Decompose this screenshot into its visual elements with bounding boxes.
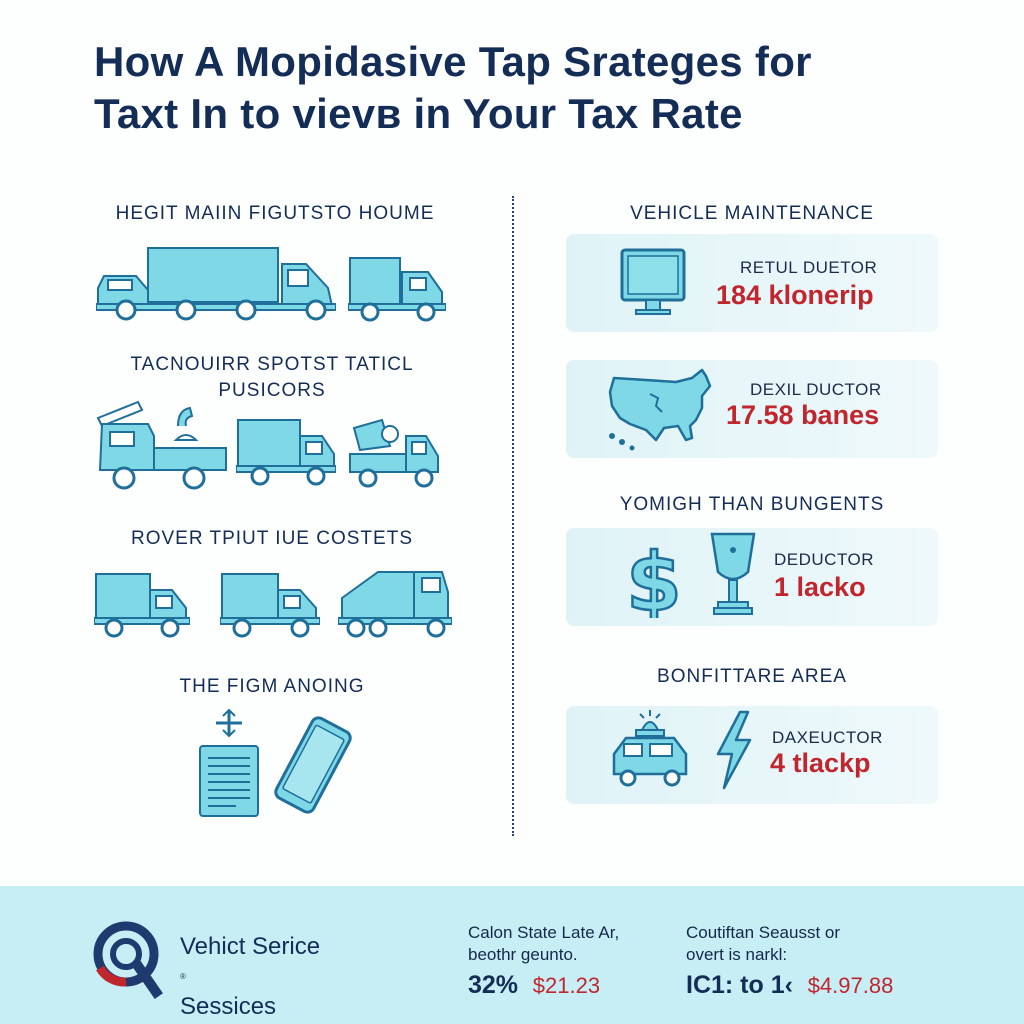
card-1-label: RETUL DUETOR <box>740 258 878 277</box>
lightning-icon <box>714 710 754 795</box>
us-map-icon <box>606 364 718 457</box>
left-heading-3: ROVER TPIUT IUE COSTETS <box>130 528 413 549</box>
svg-text:$: $ <box>626 538 682 618</box>
box-truck-icon <box>96 246 336 322</box>
column-divider <box>512 196 514 836</box>
card-3-label: DEDUCTOR <box>774 550 875 569</box>
deduction-card-3 <box>566 528 938 626</box>
left-heading-4: THE FIGM ANOING <box>179 676 365 697</box>
left-heading-1: HEGIT MAIIN FIGUTSTO HOUME <box>115 203 435 224</box>
right-heading-bonfit: BONFITTARE AREA <box>657 666 847 687</box>
right-heading-yomigh: YOMIGH THAN BUNGENTS <box>619 494 885 515</box>
logo-q-icon <box>92 920 168 1005</box>
title-line-1: How A Mopidasive Tap Srateges for <box>94 38 812 85</box>
delivery-truck-icon <box>236 418 336 486</box>
dollar-sign-icon <box>624 538 686 623</box>
deduction-card-2 <box>566 360 938 458</box>
footer-stat-2-amount: $4.97.88 <box>807 973 894 998</box>
title-line-2: Taxt In to vievв in Your Tax Rate <box>94 90 743 137</box>
cargo-van-icon <box>94 572 190 638</box>
footer-stat-2-range: IC1: to 1‹ <box>686 971 793 999</box>
trophy-icon <box>708 530 758 625</box>
small-truck-icon <box>348 256 446 322</box>
semi-truck-icon <box>338 568 452 638</box>
brand-name: Vehict Serice ® Sessices <box>180 933 321 1020</box>
card-1-value: 184 klonerip <box>716 280 874 310</box>
monitor-icon <box>620 248 686 321</box>
footer-stat-1-amount: $21.23 <box>532 973 601 998</box>
card-2-label: DEXIL DUCTOR <box>750 380 882 399</box>
deduction-card-4 <box>566 706 938 804</box>
left-heading-2: TACNOUIRR SPOTST TATICL PUSICORS <box>130 354 414 401</box>
card-2-value: 17.58 banes <box>726 400 880 430</box>
document-icon <box>196 708 262 820</box>
loudspeaker-truck-icon <box>346 416 442 488</box>
right-heading-vehicle: VEHICLE MAINTENANCE <box>630 203 874 224</box>
card-4-label: DAXEUCTOR <box>772 728 883 747</box>
footer-stat-1-percent: 32% <box>468 971 519 999</box>
card-4-value: 4 tlackp <box>770 748 871 778</box>
deduction-card-1 <box>566 234 938 332</box>
alert-truck-icon <box>610 704 694 795</box>
card-3-value: 1 lacko <box>774 572 866 602</box>
smartphone-icon <box>272 716 354 814</box>
footer-stat-2: Coutiftan Seausst or overt is narkl: IC1: to 1‹ $4.97.88 <box>686 923 894 999</box>
page-title <box>94 36 974 140</box>
box-van-icon <box>220 572 320 638</box>
footer-stat-1: Calon State Late Ar, beothr geunto. 32% $21.23 <box>468 923 620 999</box>
utility-truck-icon <box>94 396 230 492</box>
